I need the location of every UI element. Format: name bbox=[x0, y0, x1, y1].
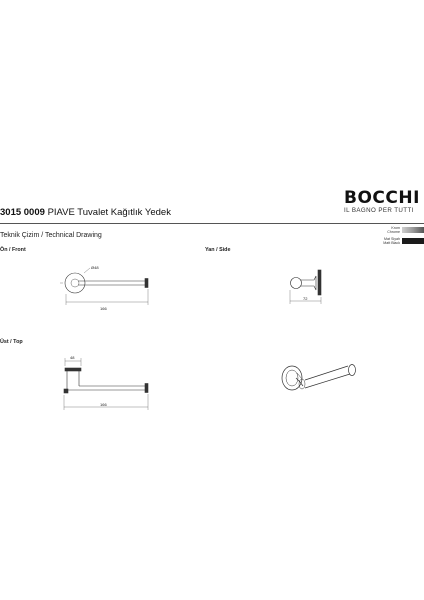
brand-name: BOCCHI bbox=[344, 188, 420, 208]
front-diameter-dim: Ø48 bbox=[91, 265, 99, 270]
top-length-dim: 166 bbox=[100, 402, 107, 407]
finish-chrome-name-tr: Krom bbox=[391, 226, 400, 230]
finish-black-name-en: Matt Black bbox=[383, 241, 400, 245]
top-width-dim: 48 bbox=[70, 355, 75, 360]
side-view-label: Yan / Side bbox=[205, 247, 231, 253]
finish-black-name-tr: Mat Siyah bbox=[384, 237, 400, 241]
finish-chrome-name-en: Chrome bbox=[387, 230, 400, 234]
product-name: PIAVE Tuvalet Kağıtlık Yedek bbox=[47, 207, 171, 218]
perspective-view-drawing bbox=[282, 365, 356, 391]
brand-tagline: IL BAGNO PER TUTTI bbox=[344, 207, 414, 214]
front-view-label: Ön / Front bbox=[0, 247, 26, 253]
top-view-label: Üst / Top bbox=[0, 339, 23, 345]
front-view-drawing bbox=[60, 268, 148, 305]
drawing-subtitle: Teknik Çizim / Technical Drawing bbox=[0, 232, 102, 239]
product-code: 3015 0009 bbox=[0, 207, 45, 218]
front-length-dim: 166 bbox=[100, 306, 107, 311]
side-depth-dim: 72 bbox=[303, 296, 308, 301]
